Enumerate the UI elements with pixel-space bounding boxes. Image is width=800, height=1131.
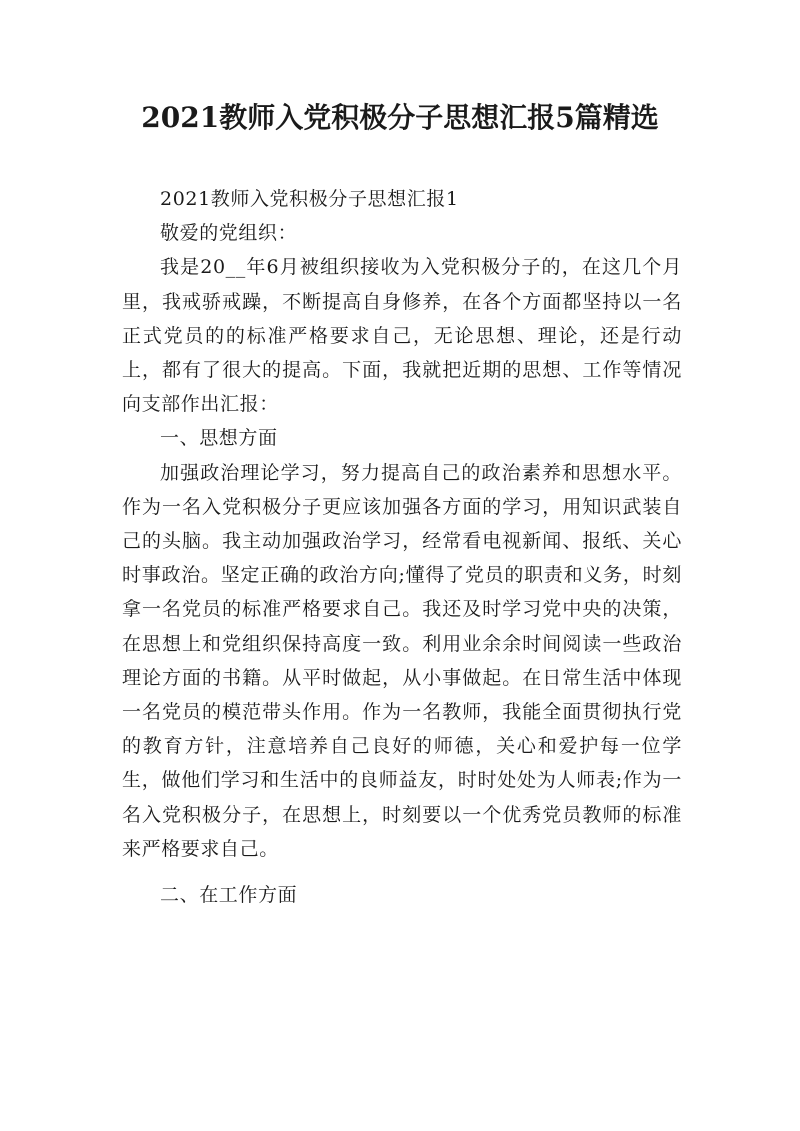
document-title: 2021教师入党积极分子思想汇报5篇精选 — [141, 101, 659, 134]
section-heading-thought: 一、思想方面 — [160, 427, 278, 450]
intro-paragraph: 我是20__年6月被组织接收为入党积极分子的，在这几个月里，我戒骄戒躁，不断提高自身修养，在各个方面都坚持以一名正式党员的的标准严格要求自己，无论思想、理论，还是行动上，都有了很大的提高。下面，我就把近期的思想、工作等情况向支部作出汇报： — [122, 256, 682, 416]
thought-paragraph: 加强政治理论学习，努力提高自己的政治素养和思想水平。作为一名入党积极分子更应该加强各方面的学习，用知识武装自己的头脑。我主动加强政治学习，经常看电视新闻、报纸、关心时事政治。坚定正确的政治方向;懂得了党员的职责和义务，时刻拿一名党员的标准严格要求自己。我还及时学习党中央的决策，在思想上和党组织保持高度一致。利用业余余时间阅读一些政治理论方面的书籍。从平时做起，从小事做起。在日常生活中体现一名党员的模范带头作用。作为一名教师，我能全面贯彻执行党的教育方针，注意培养自己良好的师德，关心和爱护每一位学生，做他们学习和生活中的良师益友，时时处处为人师表;作为一名入党积极分子，在思想上，时刻要以一个优秀党员教师的标准来严格要求自己。 — [122, 461, 682, 860]
section-heading-work: 二、在工作方面 — [160, 884, 298, 907]
section-heading-report-1: 2021教师入党积极分子思想汇报1 — [160, 188, 459, 210]
document-body — [122, 182, 682, 912]
salutation: 敬爱的党组织： — [160, 222, 298, 245]
